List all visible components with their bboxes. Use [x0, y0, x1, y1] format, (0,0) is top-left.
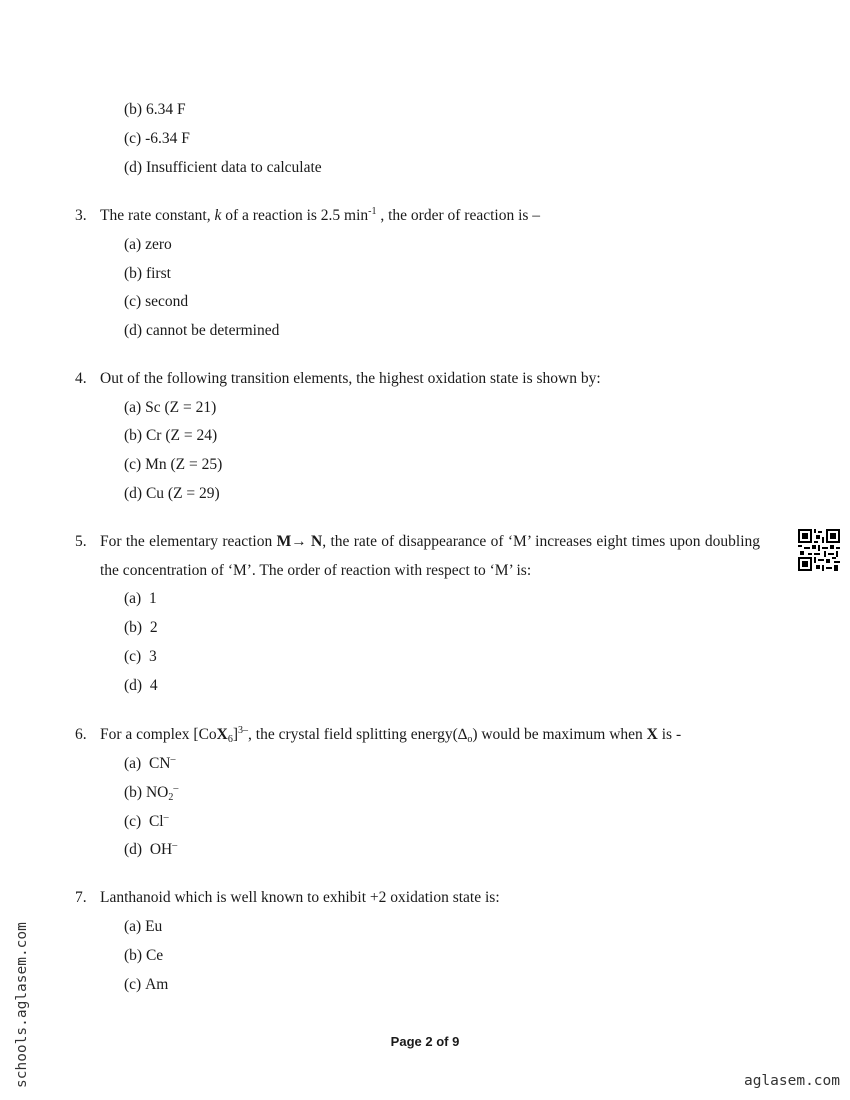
- option: (d) Insufficient data to calculate: [124, 159, 322, 176]
- option: (c) -6.34 F: [124, 130, 190, 147]
- option: (c) Mn (Z = 25): [124, 456, 223, 473]
- qr-code-icon: [798, 529, 840, 571]
- side-watermark: schools.aglasem.com: [14, 922, 30, 1088]
- option: (d) OH–: [124, 840, 178, 858]
- question-number: 3.: [75, 207, 87, 224]
- question-number: 5.: [75, 533, 87, 550]
- question-text: For a complex $[CoX_6]^{3-}$, the crystal field splitting $energy(\Delta_o)$ would be maximum when X is -: [100, 725, 682, 745]
- option: (d) Cu (Z = 29): [124, 485, 220, 502]
- option: (a) Sc (Z = 21): [124, 399, 217, 416]
- question-number: 7.: [75, 889, 87, 906]
- option: (b) Ce: [124, 947, 164, 964]
- question-text: Lanthanoid which is well known to exhibit +2 oxidation state is:: [100, 889, 500, 906]
- option: (c) second: [124, 293, 189, 310]
- option: (b) Cr (Z = 24): [124, 427, 218, 444]
- question-text: For the elementary reaction M→ N, the rate of disappearance of ‘M’ increases eight times upon doubling the concentration of ‘M’. The order of reaction with respect to ‘M’ is:: [100, 533, 761, 579]
- option: (a) Eu: [124, 918, 163, 935]
- page-number: Page 2 of 9: [390, 1034, 460, 1049]
- option: (b) 2: [124, 619, 158, 636]
- option: (a) zero: [124, 236, 172, 253]
- option: (b) 6.34 F: [124, 101, 186, 118]
- option: (d) cannot be determined: [124, 322, 280, 339]
- question-number: 4.: [75, 370, 87, 387]
- option: (a) CN–: [124, 754, 176, 772]
- option: (c) Cl–: [124, 812, 169, 830]
- option: (b) first: [124, 265, 171, 282]
- corner-watermark: aglasem.com: [743, 1073, 840, 1089]
- question-text: Out of the following transition elements, the highest oxidation state is shown by:: [100, 370, 601, 387]
- question-text: The rate constant, k of a reaction is 2.5 $\min^{-1}$ , the order of reaction is –: [100, 206, 541, 224]
- question-number: 6.: [75, 726, 87, 743]
- option: (b) $NO_2^-$: [124, 783, 179, 803]
- option: (c) 3: [124, 648, 157, 665]
- option: (c) Am: [124, 976, 169, 993]
- option: (a) 1: [124, 590, 157, 607]
- option: (d) 4: [124, 677, 158, 694]
